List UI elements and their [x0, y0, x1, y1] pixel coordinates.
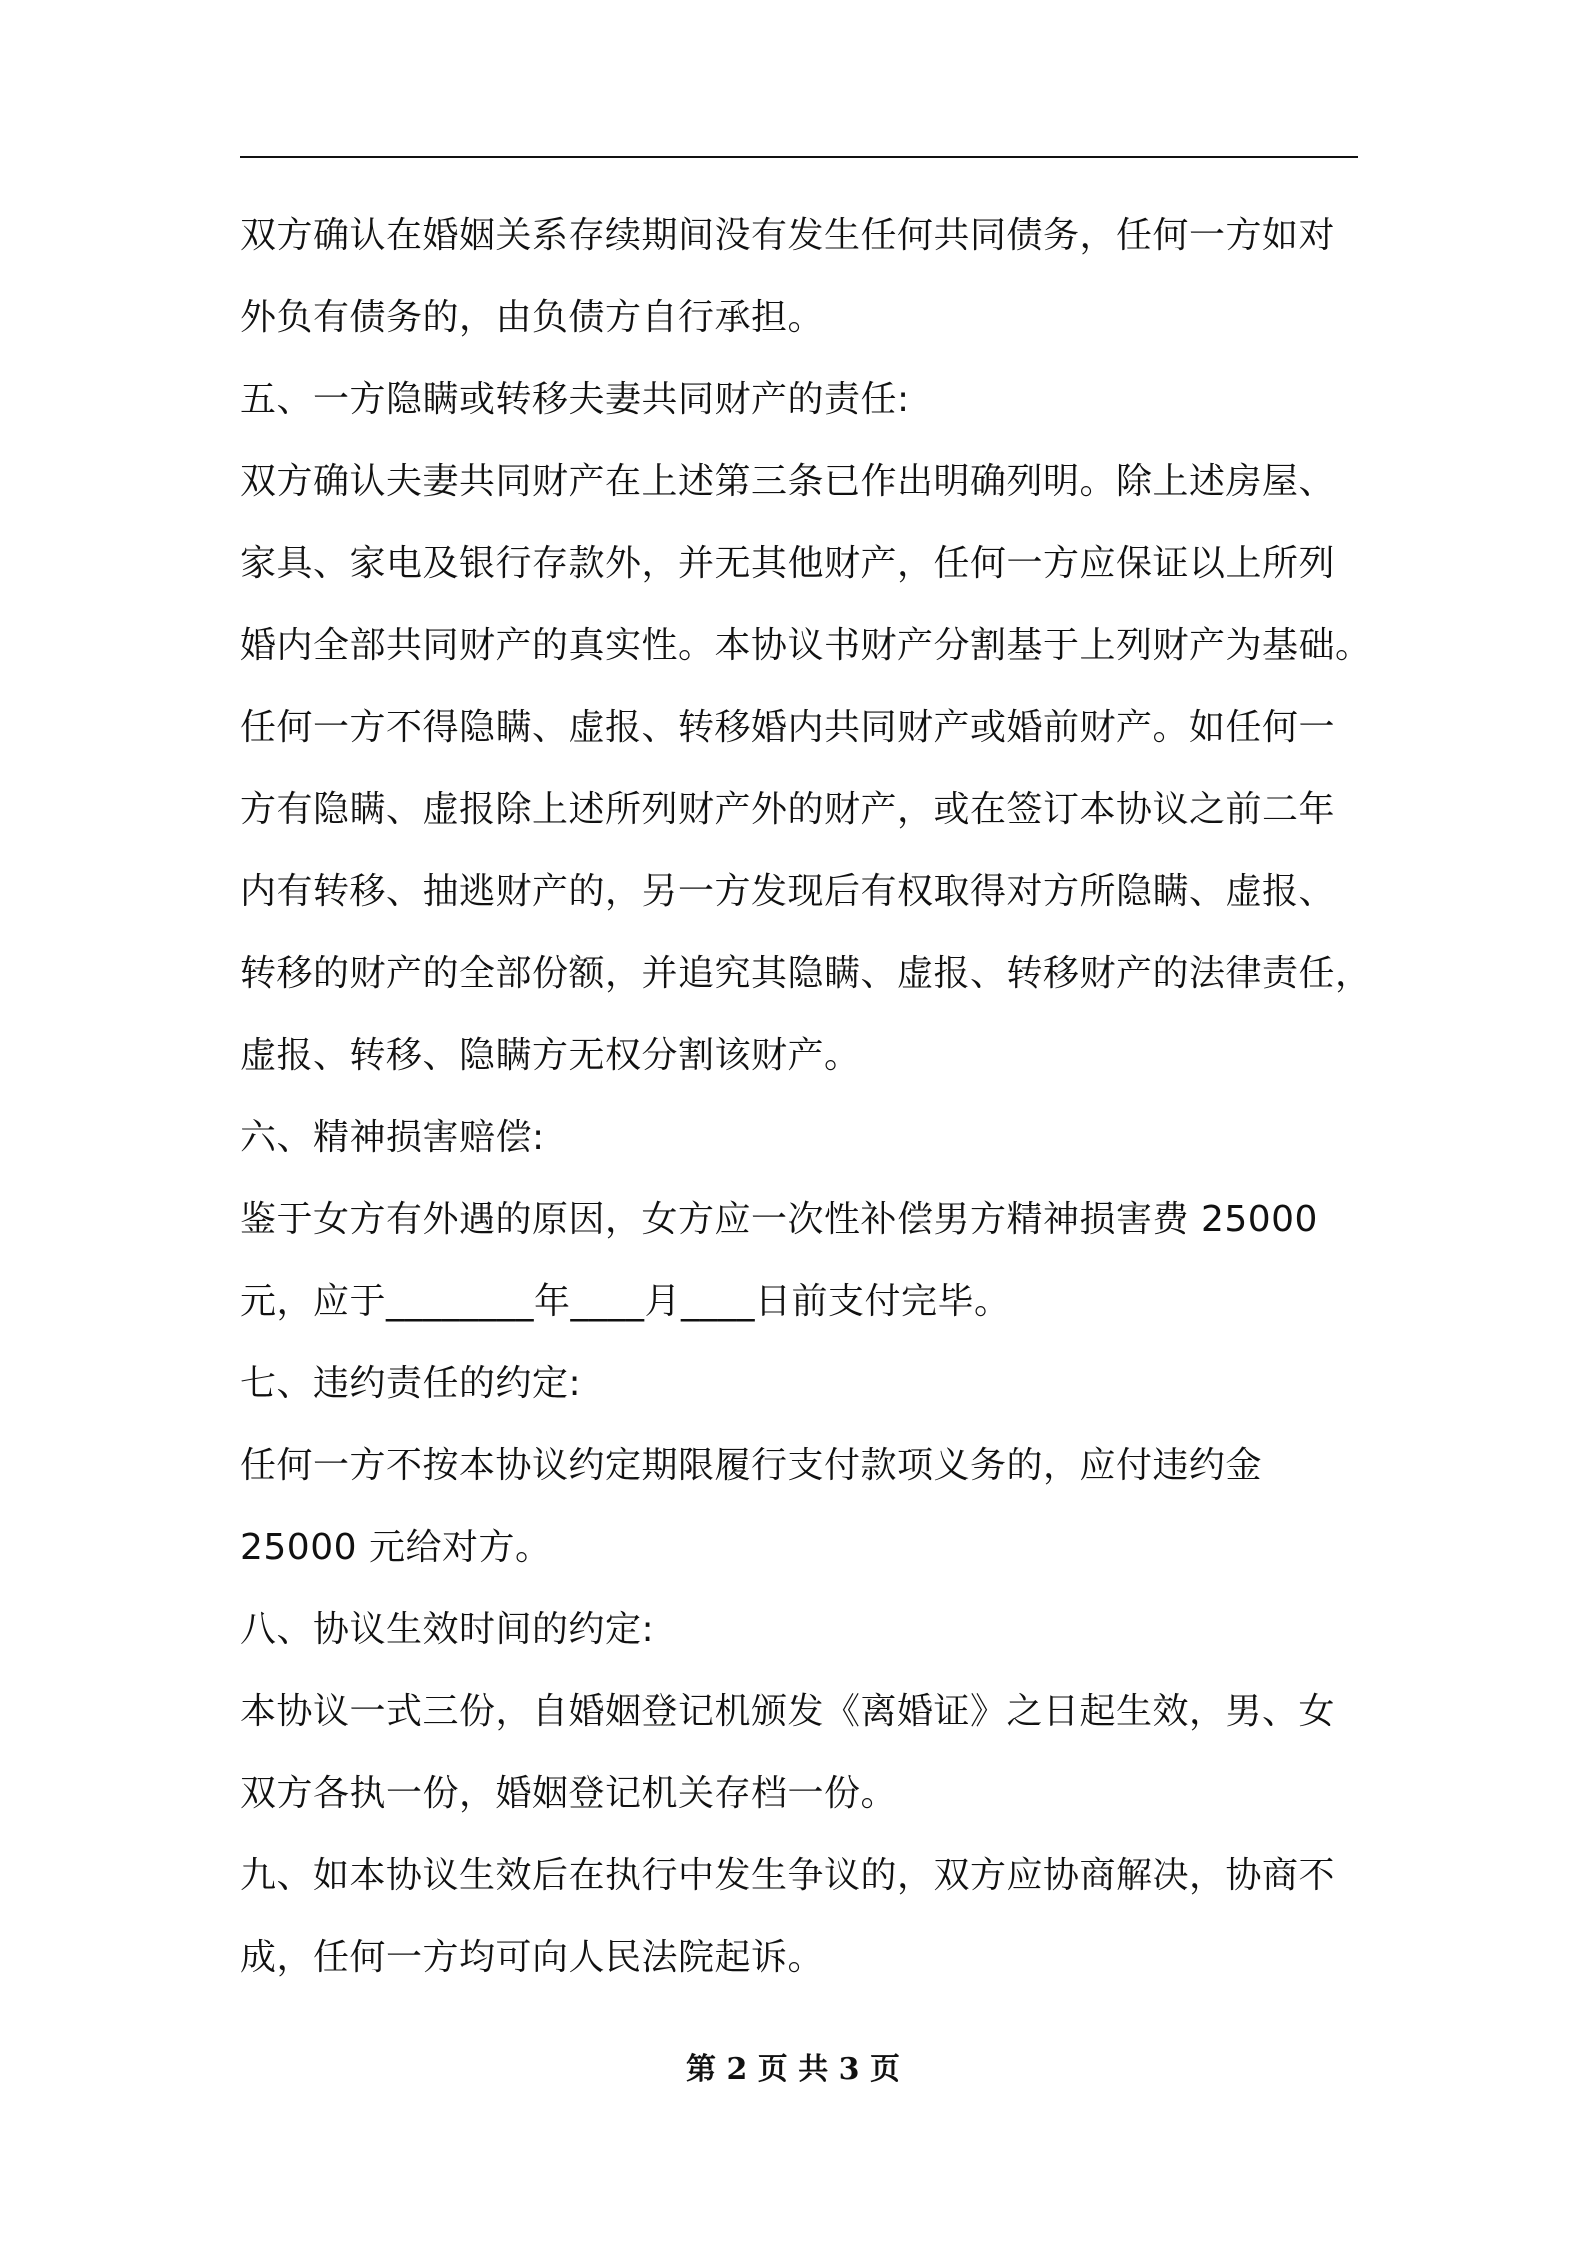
- text-line: 婚内全部共同财产的真实性。本协议书财产分割基于上列财产为基础。: [240, 625, 1372, 666]
- text-line: 元，应于________年____月____日前支付完毕。: [240, 1281, 1011, 1322]
- document-body: [240, 195, 1380, 1999]
- text-line: 双方确认夫妻共同财产在上述第三条已作出明确列明。除上述房屋、: [240, 461, 1336, 502]
- text-line: 方有隐瞒、虚报除上述所列财产外的财产，或在签订本协议之前二年: [240, 789, 1336, 830]
- text-line: 外负有债务的，由负债方自行承担。: [240, 297, 825, 338]
- text-line: 虚报、转移、隐瞒方无权分割该财产。: [240, 1035, 861, 1076]
- text-line: 任何一方不按本协议约定期限履行支付款项义务的，应付违约金: [240, 1445, 1263, 1486]
- section-heading: 五、一方隐瞒或转移夫妻共同财产的责任:: [240, 379, 910, 420]
- text-line: 本协议一式三份，自婚姻登记机颁发《离婚证》之日起生效，男、女: [240, 1691, 1336, 1732]
- section-heading: 九、如本协议生效后在执行中发生争议的，双方应协商解决，协商不: [240, 1855, 1336, 1896]
- text-line: 成，任何一方均可向人民法院起诉。: [240, 1937, 825, 1978]
- section-heading: 八、协议生效时间的约定:: [240, 1609, 655, 1650]
- text-line: 任何一方不得隐瞒、虚报、转移婚内共同财产或婚前财产。如任何一: [240, 707, 1336, 748]
- text-line: 鉴于女方有外遇的原因，女方应一次性补偿男方精神损害费 25000: [240, 1199, 1318, 1240]
- section-heading: 七、违约责任的约定:: [240, 1363, 582, 1404]
- text-line: 转移的财产的全部份额，并追究其隐瞒、虚报、转移财产的法律责任，: [240, 953, 1372, 994]
- text-line: 双方确认在婚姻关系存续期间没有发生任何共同债务，任何一方如对: [240, 215, 1336, 256]
- section-heading: 六、精神损害赔偿:: [240, 1117, 545, 1158]
- text-line: 内有转移、抽逃财产的，另一方发现后有权取得对方所隐瞒、虚报、: [240, 871, 1336, 912]
- page-number-footer: 第 2 页 共 3 页: [686, 2052, 900, 2087]
- text-line: 双方各执一份，婚姻登记机关存档一份。: [240, 1773, 898, 1814]
- text-line: 25000 元给对方。: [240, 1527, 552, 1568]
- header-rule: [240, 156, 1358, 158]
- text-line: 家具、家电及银行存款外，并无其他财产，任何一方应保证以上所列: [240, 543, 1336, 584]
